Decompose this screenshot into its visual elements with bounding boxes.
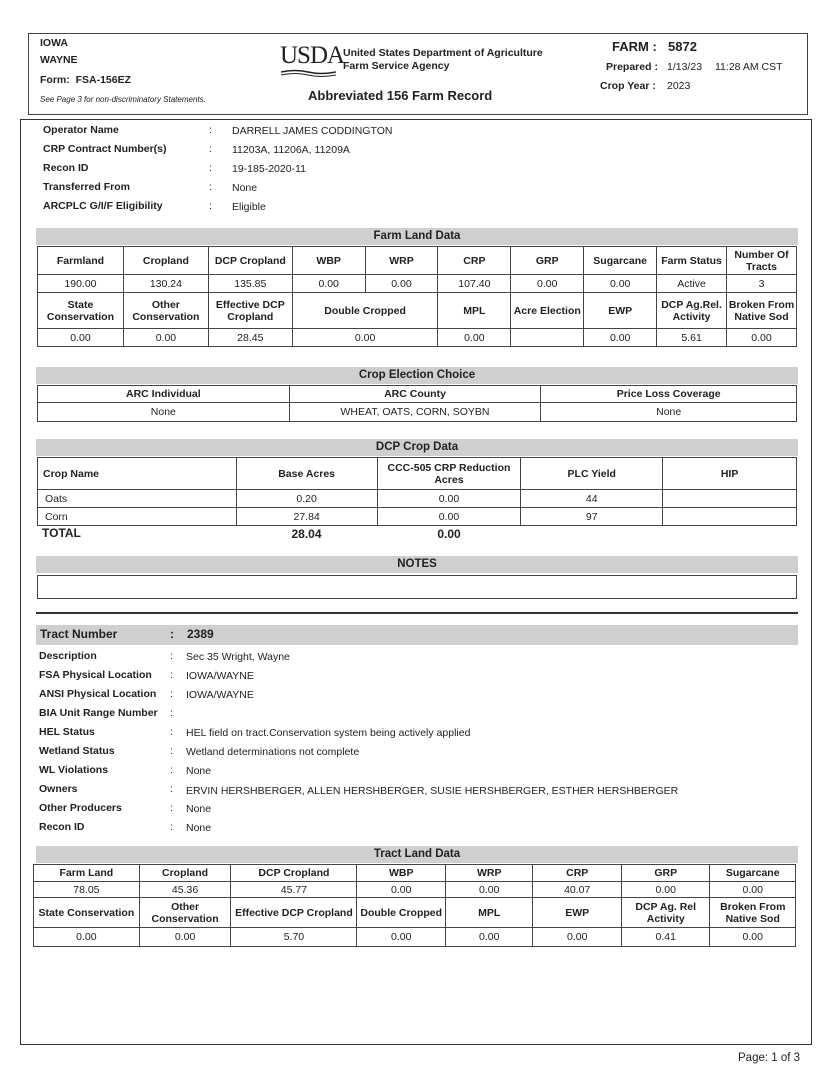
table-header: Farm Land — [34, 865, 140, 882]
table-cell: 0.00 — [38, 329, 124, 347]
operator-name-value: DARRELL JAMES CODDINGTON — [232, 125, 393, 137]
tract-number-label: Tract Number — [40, 627, 118, 641]
table-cell: 0.00 — [377, 508, 521, 526]
table-header: State Conservation — [34, 898, 140, 928]
tract-land-value-row-1 — [34, 882, 796, 898]
other-producers-label: Other Producers — [39, 802, 122, 814]
bia-unit-label: BIA Unit Range Number — [39, 707, 158, 719]
colon: : — [209, 162, 212, 174]
table-header: Sugarcane — [584, 247, 657, 275]
table-header: CRP — [438, 247, 511, 275]
farm-land-value-row-1 — [38, 275, 797, 293]
section-divider — [36, 612, 798, 614]
colon: : — [209, 124, 212, 136]
table-header: Effective DCP Cropland — [231, 898, 357, 928]
table-cell — [511, 329, 584, 347]
farm-land-header-row-1 — [38, 247, 797, 275]
colon: : — [170, 821, 173, 833]
wl-violations-value: None — [186, 765, 212, 777]
table-cell: 44 — [521, 490, 663, 508]
table-header: PLC Yield — [521, 458, 663, 490]
farm-land-data-title: Farm Land Data — [36, 228, 798, 245]
total-ccc-acres: 0.00 — [437, 527, 461, 541]
table-header: WBP — [292, 247, 365, 275]
dcp-crop-header-row — [38, 458, 797, 490]
arcplc-eligibility-value: Eligible — [232, 201, 266, 213]
table-cell: 0.00 — [357, 882, 446, 898]
farm-land-value-row-2 — [38, 329, 797, 347]
table-header: Effective DCP Cropland — [208, 293, 292, 329]
notes-box — [37, 575, 797, 599]
table-cell: 0.20 — [236, 490, 377, 508]
table-cell: 0.00 — [438, 329, 511, 347]
table-cell: Active — [657, 275, 727, 293]
table-header: ARC County — [289, 386, 541, 403]
table-header: WBP — [357, 865, 446, 882]
table-cell: Corn — [38, 508, 237, 526]
agency-name: Farm Service Agency — [343, 60, 450, 72]
colon: : — [170, 650, 173, 662]
usda-logo-underline — [281, 69, 336, 77]
table-cell: 0.00 — [727, 329, 797, 347]
table-header: CCC-505 CRP Reduction Acres — [377, 458, 521, 490]
table-header: WRP — [445, 865, 532, 882]
table-header: Farm Status — [657, 247, 727, 275]
table-cell: None — [541, 403, 797, 422]
table-cell: 0.41 — [621, 928, 710, 947]
table-cell: 0.00 — [621, 882, 710, 898]
colon: : — [170, 745, 173, 757]
table-header: DCP Ag.Rel. Activity — [657, 293, 727, 329]
ansi-location-label: ANSI Physical Location — [39, 688, 157, 700]
form-number: FSA-156EZ — [75, 74, 132, 86]
tract-number-value: 2389 — [187, 627, 214, 641]
table-cell: 0.00 — [710, 882, 796, 898]
document-title: Abbreviated 156 Farm Record — [308, 88, 493, 103]
table-cell: 0.00 — [377, 490, 521, 508]
description-label: Description — [39, 650, 97, 662]
table-cell: 40.07 — [533, 882, 622, 898]
dcp-crop-table — [37, 457, 797, 526]
recon-id-value: 19-185-2020-11 — [232, 163, 306, 175]
colon: : — [170, 802, 173, 814]
table-header: Crop Name — [38, 458, 237, 490]
table-cell: 5.61 — [657, 329, 727, 347]
table-cell: 0.00 — [533, 928, 622, 947]
table-cell: WHEAT, OATS, CORN, SOYBN — [289, 403, 541, 422]
table-cell: 107.40 — [438, 275, 511, 293]
table-header: HIP — [663, 458, 797, 490]
tract-land-table — [33, 864, 796, 947]
table-row — [38, 508, 797, 526]
table-cell: 45.36 — [139, 882, 231, 898]
table-header: ARC Individual — [38, 386, 290, 403]
colon: : — [170, 688, 173, 700]
table-header: GRP — [511, 247, 584, 275]
tract-recon-id-label: Recon ID — [39, 821, 85, 833]
recon-id-label: Recon ID — [43, 162, 89, 174]
crop-election-header-row — [38, 386, 797, 403]
farm-label: FARM : — [612, 39, 657, 54]
farm-land-header-row-2 — [38, 293, 797, 329]
farm-number: 5872 — [668, 39, 697, 54]
wetland-status-value: Wetland determinations not complete — [186, 746, 360, 758]
tract-number-bar — [36, 625, 798, 645]
fsa-location-value: IOWA/WAYNE — [186, 670, 254, 682]
table-cell: 28.45 — [208, 329, 292, 347]
crop-year: 2023 — [667, 80, 691, 92]
table-cell: 5.70 — [231, 928, 357, 947]
fsa-location-label: FSA Physical Location — [39, 669, 152, 681]
table-cell: 0.00 — [365, 275, 438, 293]
transferred-from-label: Transferred From — [43, 181, 130, 193]
prepared-label: Prepared : — [606, 61, 658, 73]
table-cell: 0.00 — [357, 928, 446, 947]
wetland-status-label: Wetland Status — [39, 745, 115, 757]
farm-land-table — [37, 246, 797, 347]
table-header: Cropland — [139, 865, 231, 882]
table-header: Farmland — [38, 247, 124, 275]
table-cell: 3 — [727, 275, 797, 293]
state-name: IOWA — [40, 37, 68, 49]
table-header: Number Of Tracts — [727, 247, 797, 275]
dcp-crop-data-title: DCP Crop Data — [36, 439, 798, 456]
crop-election-value-row — [38, 403, 797, 422]
table-cell: 0.00 — [292, 275, 365, 293]
table-cell: 0.00 — [123, 329, 208, 347]
table-cell: 0.00 — [584, 275, 657, 293]
colon: : — [209, 181, 212, 193]
colon: : — [170, 764, 173, 776]
form-id — [40, 74, 131, 86]
table-row — [38, 490, 797, 508]
colon: : — [209, 200, 212, 212]
prepared-time: 11:28 AM CST — [715, 61, 783, 73]
table-cell: 0.00 — [139, 928, 231, 947]
operator-name-label: Operator Name — [43, 124, 119, 136]
tract-recon-id-value: None — [186, 822, 212, 834]
table-cell: 0.00 — [34, 928, 140, 947]
total-label: TOTAL — [42, 526, 81, 540]
crp-contract-value: 11203A, 11206A, 11209A — [232, 144, 350, 156]
table-header: DCP Cropland — [208, 247, 292, 275]
prepared-date: 1/13/23 — [667, 61, 703, 73]
table-cell: None — [38, 403, 290, 422]
table-header: Acre Election — [511, 293, 584, 329]
hel-status-value: HEL field on tract.Conservation system being actively applied — [186, 727, 471, 739]
table-header: Double Cropped — [292, 293, 438, 329]
tract-land-header-row-2 — [34, 898, 796, 928]
table-header: MPL — [438, 293, 511, 329]
table-header: Double Cropped — [357, 898, 446, 928]
arcplc-eligibility-label: ARCPLC G/I/F Eligibility — [43, 200, 163, 212]
table-cell: 190.00 — [38, 275, 124, 293]
table-cell: 27.84 — [236, 508, 377, 526]
table-cell — [663, 508, 797, 526]
owners-value: ERVIN HERSHBERGER, ALLEN HERSHBERGER, SUSIE HERSHBERGER, ESTHER HERSHBERGER — [186, 785, 679, 797]
tract-land-data-title: Tract Land Data — [36, 846, 798, 863]
ansi-location-value: IOWA/WAYNE — [186, 689, 254, 701]
other-producers-value: None — [186, 803, 212, 815]
owners-label: Owners — [39, 783, 78, 795]
colon: : — [170, 726, 173, 738]
table-header: Cropland — [123, 247, 208, 275]
crop-election-title: Crop Election Choice — [36, 367, 798, 384]
table-cell: 97 — [521, 508, 663, 526]
table-header: GRP — [621, 865, 710, 882]
table-header: MPL — [445, 898, 532, 928]
table-header: Broken From Native Sod — [710, 898, 796, 928]
table-header: EWP — [584, 293, 657, 329]
table-header: CRP — [533, 865, 622, 882]
form-label: Form: — [40, 74, 70, 86]
table-header: EWP — [533, 898, 622, 928]
statement-note: See Page 3 for non-discriminatory Statements. — [40, 95, 206, 104]
county-name: WAYNE — [40, 54, 78, 66]
table-cell: 135.85 — [208, 275, 292, 293]
tract-land-header-row-1 — [34, 865, 796, 882]
usda-logo: USDA — [280, 42, 345, 69]
hel-status-label: HEL Status — [39, 726, 95, 738]
colon: : — [170, 627, 174, 641]
table-header: State Conservation — [38, 293, 124, 329]
description-value: Sec 35 Wright, Wayne — [186, 651, 290, 663]
table-cell: 0.00 — [710, 928, 796, 947]
table-header: Sugarcane — [710, 865, 796, 882]
notes-title: NOTES — [36, 556, 798, 573]
total-base-acres: 28.04 — [291, 527, 322, 541]
table-cell: 0.00 — [445, 882, 532, 898]
table-header: Base Acres — [236, 458, 377, 490]
table-header: Broken From Native Sod — [727, 293, 797, 329]
table-header: DCP Ag. Rel Activity — [621, 898, 710, 928]
table-header: Other Conservation — [123, 293, 208, 329]
table-cell: 130.24 — [123, 275, 208, 293]
colon: : — [170, 783, 173, 795]
transferred-from-value: None — [232, 182, 258, 194]
crp-contract-label: CRP Contract Number(s) — [43, 143, 167, 155]
wl-violations-label: WL Violations — [39, 764, 109, 776]
crop-election-table — [37, 385, 797, 422]
table-cell — [663, 490, 797, 508]
table-header: DCP Cropland — [231, 865, 357, 882]
colon: : — [209, 143, 212, 155]
table-cell: 78.05 — [34, 882, 140, 898]
table-header: WRP — [365, 247, 438, 275]
table-header: Price Loss Coverage — [541, 386, 797, 403]
department-name: United States Department of Agriculture — [343, 47, 543, 59]
table-cell: 0.00 — [445, 928, 532, 947]
table-header: Other Conservation — [139, 898, 231, 928]
colon: : — [170, 707, 173, 719]
page-number: Page: 1 of 3 — [738, 1052, 801, 1064]
table-cell: 0.00 — [511, 275, 584, 293]
table-cell: Oats — [38, 490, 237, 508]
crop-year-label: Crop Year : — [600, 80, 656, 92]
table-cell: 0.00 — [584, 329, 657, 347]
tract-land-value-row-2 — [34, 928, 796, 947]
colon: : — [170, 669, 173, 681]
table-cell: 0.00 — [292, 329, 438, 347]
table-cell: 45.77 — [231, 882, 357, 898]
